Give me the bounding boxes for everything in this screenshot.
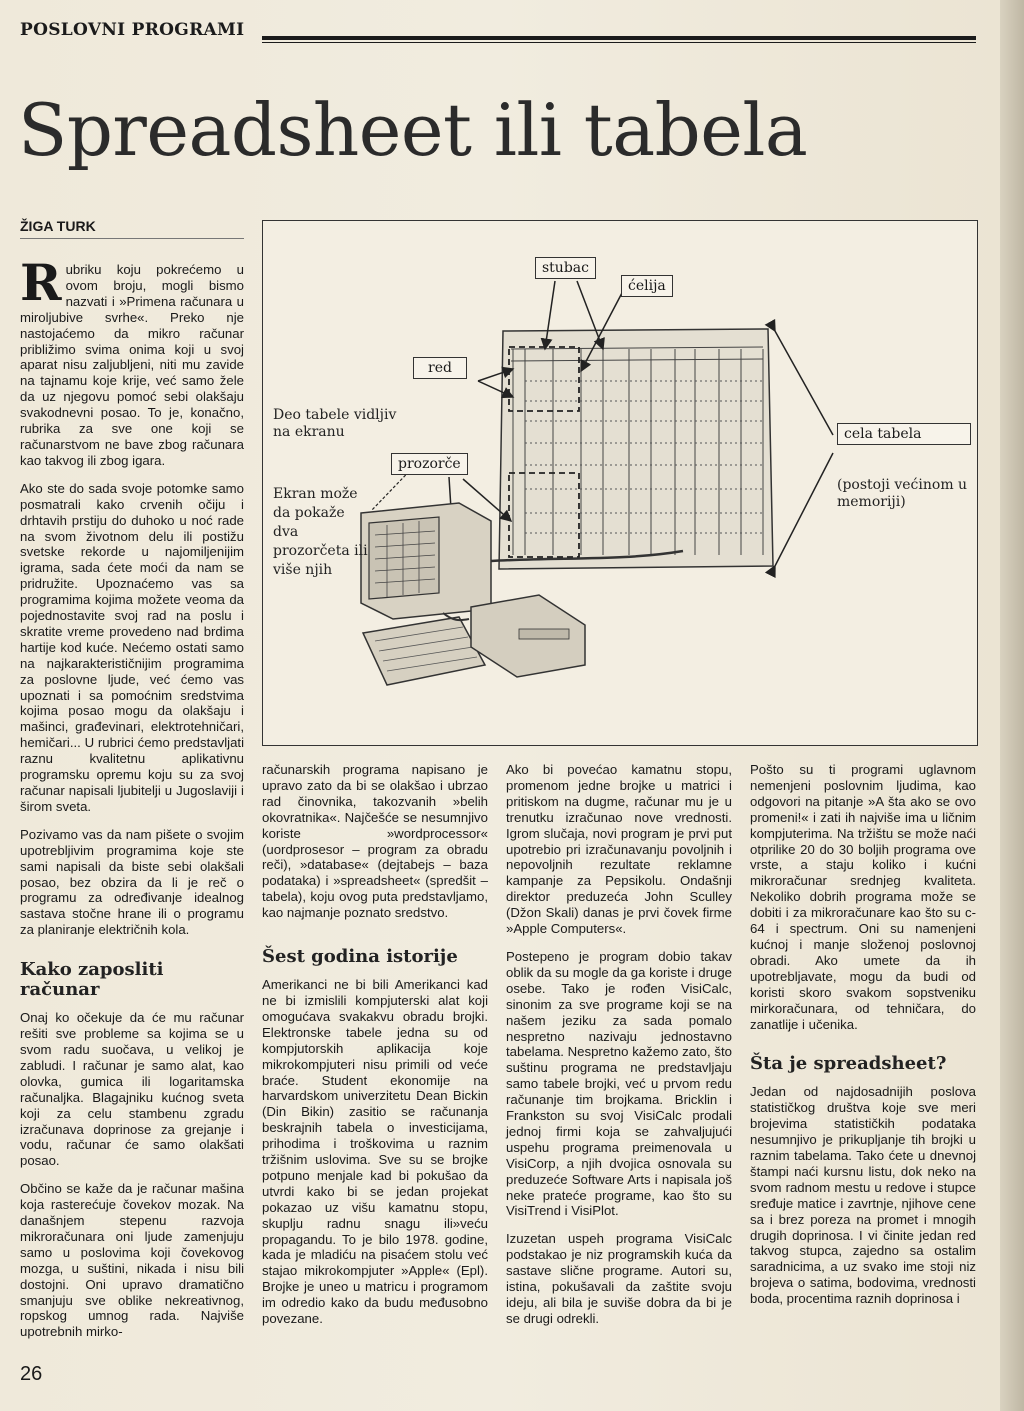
text-column-2 [262, 762, 488, 1339]
text-column-1 [20, 253, 244, 1352]
paragraph: računarskih programa napisano je upravo zato da bi se olakšao i ubrzao rad činovnika, takozvanih »belih okovratnika«. Najčešće se nesumnjivo koriste »wordprocessor« (uordprosesor – program za obradu reči), »database« (dejtabejs – baza podataka) i »spreadsheet« (spredšit – tabela), koju ovog puta predstavljamo, kao najmanje poznato sredstvo. [262, 762, 488, 921]
paragraph: Ako bi povećao kamatnu stopu, promenom jedne brojke u matrici i pritiskom na dugme, računar mu je u trenutku izračunao nove vrednosti. Igrom slučaja, novi program je prvi put upotrebio pri izračunavanju povoljnih i nepovoljnih rezultate reklamne kampanje za Pepsikolu. Ondašnji direktor preduzeća John Sculley (Džon Skali) danas je prvi čovek firme »Apple Computers«. [506, 762, 732, 937]
section-header: POSLOVNI PROGRAMI [20, 20, 245, 40]
paragraph: Onaj ko očekuje da će mu računar rešiti sve probleme sa kojima se u svom radu suočava, u velikoj je zabludi. I računar je samo alat, kao olovka, gumica ili logaritamska računaljka. Blagajniku kućnog sveta koji za celu stambenu zgradu izračunava doprinose za grejanje i vodu, računar će samo olakšati posao. [20, 1010, 244, 1169]
author-byline: ŽIGA TURK [20, 218, 96, 234]
label-prozorce: prozorče [391, 453, 468, 475]
paragraph: Občino se kaže da je računar mašina koja rasterećuje čovekov mozak. Na današnjem stepenu razvoja mikroračunara oni ljude zamenjuju samo u poslovima koji čovekovog mozga, u suštini, nikada i nisu bili dostojni. Oni upravo dramatično smanjuju sve oblike nekreativnog, ropskog umnog rada. Najviše upotrebnih mirko- [20, 1181, 244, 1340]
paragraph: Pozivamo vas da nam pišete o svojim upotrebljivim programima koje ste sami napisali da biste sebi olakšali posao, bez obzira da li je reč o programu za određivanje idealnog sastava stočne hrane ili o programu za planiranje električnih kola. [20, 826, 244, 938]
article-title: Spreadsheet ili tabela [18, 88, 808, 172]
text-column-4 [750, 762, 976, 1319]
label-stubac: stubac [535, 257, 596, 279]
label-postoji: (postoji većinom u memoriji) [837, 477, 968, 510]
subheading-kako: Kako zaposliti računar [20, 959, 164, 1001]
paragraph: Pošto su ti programi uglavnom nemenjeni poslovnim ljudima, kao odgovori na pitanje »A šta ako se ovo promeni!« i zati ih najviše ima u ličnim kompjuterima. Na tržištu se može naći otprilike 20 do 30 boljih programa ove vrste, a staju koliko i kućni mikroračunar srednjeg kvaliteta. Nekoliko dobrih programa može se dobiti i za mikroračunare kao što su c-64 i spectrum. Oni su namenjeni kućnoj i manje složenoj poslovnoj obradi. Ako umete da ih upotrebljavate, mogu da budi od koristi skoro svakom sopstveniku mirkoračunara, od tehničara, do zanatlije i učenika. [750, 762, 976, 1032]
page-number: 26 [20, 1363, 43, 1385]
section-rule [262, 36, 976, 40]
label-cela-tabela: cela tabela [837, 423, 971, 445]
label-red: red [413, 357, 467, 379]
paragraph: Postepeno je program dobio takav oblik da su mogle da ga koriste i druge osebe. Tako je rođen VisiCalc, sinonim za sve programe koji se na našem jeziku za sada pomalo nespretno nazivaju jednostavno tabelama. Nespretno kažemo zato, što suštinu programa ne predstavljaju samo tabele brojki, već u prvom redu računanje tim brojkama. Bricklin i Frankston su svoj VisiCalc prodali jednoj firmi koja se zahvaljujući uspehu programa preimenovala u VisiCorp, a njih dvojica osnovala su preduzeće Software Arts i napisala još neke prateće programe, kao što su VisiTrend i VisiPlot. [506, 948, 732, 1219]
label-ekran: Ekran može da pokaže dva prozorčeta ili više njih [273, 486, 368, 578]
paragraph: Izuzetan uspeh programa VisiCalc podstakao je niz programskih kuća da sastave slične programe. Autori su, istina, pokušavali da zaštite svoju ideju, ali bila je suviše dobra da bi je se drugi odrekli. [506, 1231, 732, 1326]
subheading-sest: Šest godina istorije [262, 946, 458, 968]
paragraph [20, 253, 244, 469]
drop-cap: R [20, 253, 62, 312]
paragraph: Amerikanci ne bi bili Amerikanci kad ne bi izmislili kompjuterski alat koji omogućava svakakvu obradu brojki. Elektronske tabele jedna su od kompjutorskih aplikacija koje mikrokompjuteri nisu primili od veće braće. Student ekonomije na harvardskom univerzitetu Dean Bickin (Din Bikin) zasitio se računanja beskrajnih tabela o investicijama, prihodima i troškovima u raznim tržišnim uslovima. Sve su se brojke potpuno menjale kad bi pokušao da utvrdi kako bi se jedan projekat pokazao uz višu kamatnu stopu, skuplju radnu snagu ili»veću propagandu. To je bilo 1978. godine, kada je mladiću na pisaćem stolu već stajao mikrokompjuter »Apple« (Epl). Brojke je uneo u matricu i programom im odredio kako da budu međusobno povezane. [262, 977, 488, 1327]
section-rule-thin [262, 42, 976, 43]
paragraph-text: ubriku koju pokrećemo u ovom broju, mogli bismo nazvati i »Primena računara u miroljubive svrhe«. Preko nje nastojaćemo da mikro računar približimo svima onima koji u svoj aparat nisu zaljubljeni, niti mu zavide na tajnamu koje krije, već samo žele da uz njegovu pomoć sebi olakšaju svakodnevni posao. To je, konačno, rubrika za sve one koji se računarstvom ne bave zbog računara kao takvog ili zbog igara. [20, 262, 244, 468]
author-rule [20, 238, 244, 239]
text-column-3 [506, 762, 732, 1339]
spreadsheet-diagram [262, 220, 978, 746]
paragraph: Ako ste do sada svoje potomke samo posmatrali kako crvenih očiju i drhtavih prstiju do duhoko u noć rade na svom životnom delu ili postižu svetske rekorde u najomiljenijim igrama, sada ćete moći da nam se pridružite. Upoznaćemo vas sa programima kojima možete veoma da pojednostavite svoj rad na poslu i skratite vreme provedeno nad brdima hartije kod kuće. Nećemo ostati samo na najkarakterističnijim programima za poslovne ljude, već ćemo vas upoznati i sa pomoćnim sredstvima kojima posao mogu da olakšaju i mašinci, građevinari, elektrotehničari, hemičari... U rubrici ćemo predstavljati raznu kvalitetnu aplikativnu programsku opremu koju su za svoj računar napisali ljubitelji u Jugoslaviji i širom sveta. [20, 480, 244, 814]
label-celija: ćelija [621, 275, 673, 297]
label-deo-tabele: Deo tabele vidljiv na ekranu [273, 407, 397, 440]
subheading-sta: Šta je spreadsheet? [750, 1053, 947, 1075]
paragraph: Jedan od najdosadnijih poslova statističkog društva koje sve meri brojevima statističkih podataka nesumnjivo je prikupljanje tih brojki u raznim tabelama. Tako ćete u dnevnoj štampi naći kursnu listu, dok neko na svom radnom mestu u redove i stupce sređuje matice i zavrtnje, njihove cene sa i brez poreza na promet i mnogih drugih doprinosa. I vi činite jedan red takvog stupca, zajedno sa ostalim saradnicima, a uz svako ime stoji niz brojeva o satima, bodovima, vrednosti boda, procentima raznih doprinosa i [750, 1084, 976, 1307]
page-edge [1000, 0, 1024, 1411]
